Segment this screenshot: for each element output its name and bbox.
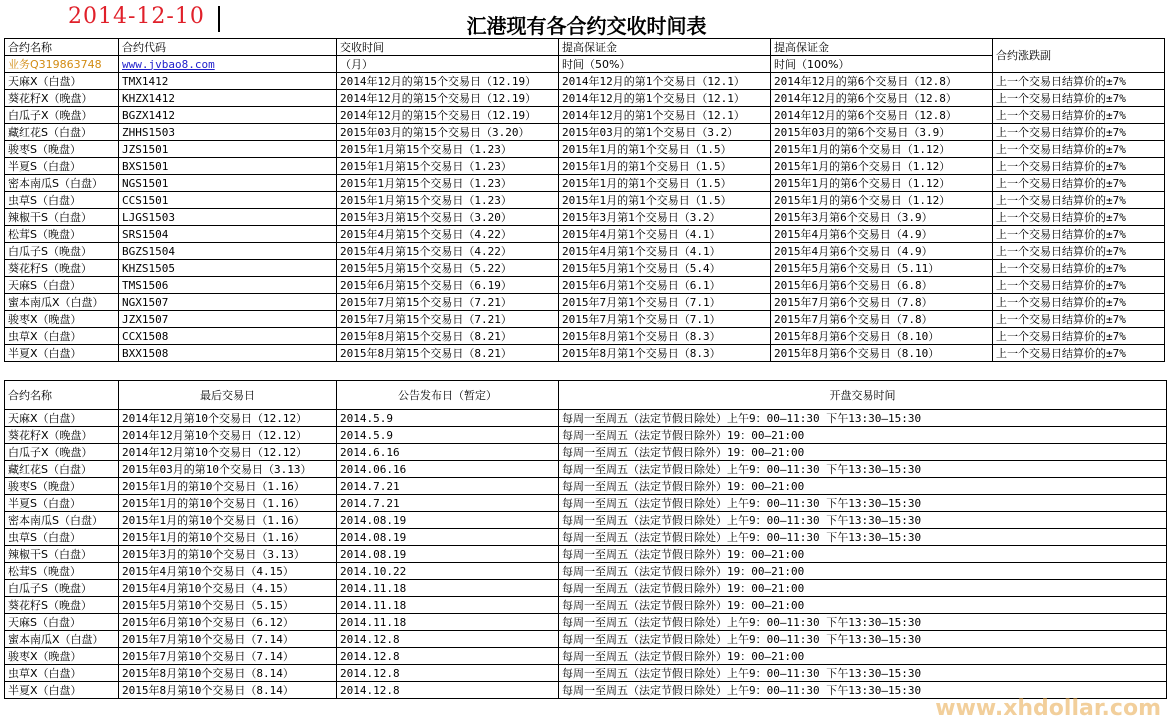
date-stamp: 2014-12-10 [68, 4, 205, 29]
settlement-time-cell: 2015年7月第15个交易日（7.21） [337, 311, 559, 328]
trading-hours-cell: 每周一至周五（法定节假日除外）19：00—21:00 [559, 597, 1167, 614]
contract-name-cell: 葵花籽X（晚盘） [5, 90, 119, 107]
margin-100-cell: 2015年8月第6个交易日（8.10） [771, 328, 993, 345]
trading-hours-cell: 每周一至周五（法定节假日除处）上午9：00—11:30 下午13:30—15:30 [559, 631, 1167, 648]
settlement-time-cell: 2015年1月第15个交易日（1.23） [337, 141, 559, 158]
table-row [5, 563, 1167, 580]
margin-50-cell: 2014年12月的第1个交易日（12.1） [559, 73, 771, 90]
announcement-date-cell: 2014.5.9 [337, 410, 559, 427]
last-trading-day-cell: 2015年1月的第10个交易日（1.16） [119, 529, 337, 546]
margin-100-cell: 2015年4月第6个交易日（4.9） [771, 226, 993, 243]
settlement-time-cell: 2015年5月第15个交易日（5.22） [337, 260, 559, 277]
contract-code-cell: TMX1412 [119, 73, 337, 90]
website-link[interactable]: www.jvbao8.com [119, 56, 337, 73]
table-row [5, 226, 1165, 243]
header-contract-name: 合约名称 [5, 381, 119, 410]
settlement-time-cell: 2014年12月的第15个交易日（12.19） [337, 107, 559, 124]
trading-hours-cell: 每周一至周五（法定节假日除外）19：00—21:00 [559, 580, 1167, 597]
price-limit-cell: 上一个交易日结算价的±7% [993, 226, 1165, 243]
announcement-date-cell: 2014.11.18 [337, 597, 559, 614]
table-row [5, 124, 1165, 141]
announcement-date-cell: 2014.7.21 [337, 495, 559, 512]
margin-50-cell: 2015年7月第1个交易日（7.1） [559, 294, 771, 311]
contract-code-cell: CCS1501 [119, 192, 337, 209]
announcement-date-cell: 2014.06.16 [337, 461, 559, 478]
margin-50-cell: 2014年12月的第1个交易日（12.1） [559, 107, 771, 124]
announcement-date-cell: 2014.08.19 [337, 546, 559, 563]
table-row [5, 614, 1167, 631]
price-limit-cell: 上一个交易日结算价的±7% [993, 294, 1165, 311]
table-row [5, 461, 1167, 478]
margin-100-cell: 2015年1月的第6个交易日（1.12） [771, 192, 993, 209]
contract-name-cell: 蜜本南瓜X（白盘） [5, 294, 119, 311]
last-trading-day-cell: 2015年5月第10个交易日（5.15） [119, 597, 337, 614]
settlement-time-cell: 2015年6月第15个交易日（6.19） [337, 277, 559, 294]
table-row [5, 665, 1167, 682]
contract-name-cell: 虫草S（白盘） [5, 529, 119, 546]
contract-name-cell: 葵花籽S（晚盘） [5, 597, 119, 614]
price-limit-cell: 上一个交易日结算价的±7% [993, 107, 1165, 124]
trading-hours-cell: 每周一至周五（法定节假日除外）19：00—21:00 [559, 478, 1167, 495]
contract-name-cell: 葵花籽X（晚盘） [5, 427, 119, 444]
contract-name-cell: 虫草X（白盘） [5, 328, 119, 345]
margin-50-cell: 2015年03月的第1个交易日（3.2） [559, 124, 771, 141]
contract-code-cell: NGX1507 [119, 294, 337, 311]
contract-name-cell: 半夏X（白盘） [5, 682, 119, 699]
margin-100-cell: 2015年5月第6个交易日（5.11） [771, 260, 993, 277]
margin-100-cell: 2015年1月的第6个交易日（1.12） [771, 141, 993, 158]
contract-name-cell: 虫草S（白盘） [5, 192, 119, 209]
last-trading-day-cell: 2015年7月第10个交易日（7.14） [119, 631, 337, 648]
contract-code-cell: TMS1506 [119, 277, 337, 294]
settlement-time-cell: 2015年1月第15个交易日（1.23） [337, 175, 559, 192]
contract-code-cell: SRS1504 [119, 226, 337, 243]
price-limit-cell: 上一个交易日结算价的±7% [993, 158, 1165, 175]
table-row [5, 328, 1165, 345]
contract-name-cell: 骏枣X（晚盘） [5, 648, 119, 665]
last-trading-day-cell: 2014年12月第10个交易日（12.12） [119, 410, 337, 427]
contract-name-cell: 骏枣S（晚盘） [5, 478, 119, 495]
settlement-schedule-table [4, 38, 1165, 362]
last-trading-day-cell: 2015年4月第10个交易日（4.15） [119, 580, 337, 597]
announcement-date-cell: 2014.08.19 [337, 512, 559, 529]
price-limit-cell: 上一个交易日结算价的±7% [993, 73, 1165, 90]
announcement-date-cell: 2014.11.18 [337, 580, 559, 597]
table-row [5, 243, 1165, 260]
table-row [5, 495, 1167, 512]
last-trading-day-cell: 2015年8月第10个交易日（8.14） [119, 682, 337, 699]
page-title: 汇港现有各合约交收时间表 [466, 14, 707, 38]
contract-code-cell: BGZS1504 [119, 243, 337, 260]
contract-code-cell: CCX1508 [119, 328, 337, 345]
contract-name-cell: 白瓜子S（晚盘） [5, 243, 119, 260]
table-row [5, 529, 1167, 546]
margin-50-cell: 2015年7月第1个交易日（7.1） [559, 311, 771, 328]
announcement-date-cell: 2014.6.16 [337, 444, 559, 461]
table-row [5, 478, 1167, 495]
table-header-row [5, 381, 1167, 410]
contract-name-cell: 辣椒干S（白盘） [5, 546, 119, 563]
contract-code-cell: JZS1501 [119, 141, 337, 158]
trading-hours-cell: 每周一至周五（法定节假日除外）19：00—21:00 [559, 444, 1167, 461]
trading-hours-cell: 每周一至周五（法定节假日除处）上午9：00—11:30 下午13:30—15:30 [559, 529, 1167, 546]
contract-name-cell: 蜜本南瓜X（白盘） [5, 631, 119, 648]
header-contract-name: 合约名称 [5, 39, 119, 56]
price-limit-cell: 上一个交易日结算价的±7% [993, 209, 1165, 226]
margin-50-cell: 2015年5月第1个交易日（5.4） [559, 260, 771, 277]
contract-code-cell: BXS1501 [119, 158, 337, 175]
price-limit-cell: 上一个交易日结算价的±7% [993, 260, 1165, 277]
contract-name-cell: 半夏S（白盘） [5, 158, 119, 175]
settlement-time-cell: 2015年3月第15个交易日（3.20） [337, 209, 559, 226]
subheader-month: （月） [337, 56, 559, 73]
contract-code-cell: ZHHS1503 [119, 124, 337, 141]
announcement-date-cell: 2014.12.8 [337, 631, 559, 648]
price-limit-cell: 上一个交易日结算价的±7% [993, 243, 1165, 260]
contract-name-cell: 天麻X（白盘） [5, 73, 119, 90]
margin-50-cell: 2015年1月的第1个交易日（1.5） [559, 175, 771, 192]
contract-name-cell: 骏枣X（晚盘） [5, 311, 119, 328]
settlement-time-cell: 2014年12月的第15个交易日（12.19） [337, 73, 559, 90]
contract-name-cell: 骏枣S（晚盘） [5, 141, 119, 158]
trading-hours-table [4, 380, 1167, 699]
margin-100-cell: 2014年12月的第6个交易日（12.8） [771, 73, 993, 90]
announcement-date-cell: 2014.10.22 [337, 563, 559, 580]
last-trading-day-cell: 2015年3月的第10个交易日（3.13） [119, 546, 337, 563]
price-limit-cell: 上一个交易日结算价的±7% [993, 175, 1165, 192]
contract-name-cell: 白瓜子X（晚盘） [5, 107, 119, 124]
table-row [5, 580, 1167, 597]
trading-hours-cell: 每周一至周五（法定节假日除外）19：00—21:00 [559, 648, 1167, 665]
last-trading-day-cell: 2015年6月第10个交易日（6.12） [119, 614, 337, 631]
contract-name-cell: 天麻S（白盘） [5, 277, 119, 294]
table-row [5, 427, 1167, 444]
margin-50-cell: 2015年4月第1个交易日（4.1） [559, 243, 771, 260]
contract-name-cell: 密本南瓜S（白盘） [5, 512, 119, 529]
last-trading-day-cell: 2015年7月第10个交易日（7.14） [119, 648, 337, 665]
table-row [5, 209, 1165, 226]
table-row [5, 73, 1165, 90]
table-row [5, 277, 1165, 294]
announcement-date-cell: 2014.08.19 [337, 529, 559, 546]
contract-name-cell: 天麻X（白盘） [5, 410, 119, 427]
trading-hours-cell: 每周一至周五（法定节假日除处）上午9：00—11:30 下午13:30—15:30 [559, 682, 1167, 699]
margin-50-cell: 2014年12月的第1个交易日（12.1） [559, 90, 771, 107]
header-settlement-time: 交收时间 [337, 39, 559, 56]
table-row [5, 648, 1167, 665]
price-limit-cell: 上一个交易日结算价的±7% [993, 90, 1165, 107]
contract-code-cell: NGS1501 [119, 175, 337, 192]
margin-50-cell: 2015年8月第1个交易日（8.3） [559, 328, 771, 345]
price-limit-cell: 上一个交易日结算价的±7% [993, 345, 1165, 362]
table-row [5, 294, 1165, 311]
margin-100-cell: 2015年7月第6个交易日（7.8） [771, 311, 993, 328]
table-row [5, 141, 1165, 158]
last-trading-day-cell: 2015年1月的第10个交易日（1.16） [119, 495, 337, 512]
table-row [5, 546, 1167, 563]
header-margin-50: 提高保证金 [559, 39, 771, 56]
trading-hours-cell: 每周一至周五（法定节假日除处）上午9：00—11:30 下午13:30—15:30 [559, 512, 1167, 529]
margin-50-cell: 2015年3月第1个交易日（3.2） [559, 209, 771, 226]
contract-name-cell: 白瓜子S（晚盘） [5, 580, 119, 597]
table-row [5, 631, 1167, 648]
trading-hours-cell: 每周一至周五（法定节假日除外）19：00—21:00 [559, 427, 1167, 444]
table-subheader-row [5, 56, 1165, 73]
header-margin-100: 提高保证金 [771, 39, 993, 56]
table-row [5, 444, 1167, 461]
contract-name-cell: 白瓜子X（晚盘） [5, 444, 119, 461]
contract-code-cell: JZX1507 [119, 311, 337, 328]
last-trading-day-cell: 2015年1月的第10个交易日（1.16） [119, 478, 337, 495]
settlement-time-cell: 2015年1月第15个交易日（1.23） [337, 192, 559, 209]
settlement-time-cell: 2015年4月第15个交易日（4.22） [337, 243, 559, 260]
settlement-time-cell: 2015年8月第15个交易日（8.21） [337, 328, 559, 345]
margin-100-cell: 2015年4月第6个交易日（4.9） [771, 243, 993, 260]
last-trading-day-cell: 2014年12月第10个交易日（12.12） [119, 444, 337, 461]
margin-100-cell: 2014年12月的第6个交易日（12.8） [771, 107, 993, 124]
header-trading-hours: 开盘交易时间 [559, 381, 1167, 410]
margin-50-cell: 2015年8月第1个交易日（8.3） [559, 345, 771, 362]
settlement-time-cell: 2015年1月第15个交易日（1.23） [337, 158, 559, 175]
header-last-trading-day: 最后交易日 [119, 381, 337, 410]
margin-100-cell: 2015年3月第6个交易日（3.9） [771, 209, 993, 226]
contact-qq: 业务Q319863748 [5, 56, 119, 73]
table-row [5, 192, 1165, 209]
table-row [5, 345, 1165, 362]
table-row [5, 158, 1165, 175]
settlement-time-cell: 2015年4月第15个交易日（4.22） [337, 226, 559, 243]
price-limit-cell: 上一个交易日结算价的±7% [993, 277, 1165, 294]
header-contract-code: 合约代码 [119, 39, 337, 56]
announcement-date-cell: 2014.7.21 [337, 478, 559, 495]
subheader-time-100: 时间（100%） [771, 56, 993, 73]
contract-code-cell: BXX1508 [119, 345, 337, 362]
settlement-time-cell: 2014年12月的第15个交易日（12.19） [337, 90, 559, 107]
announcement-date-cell: 2014.11.18 [337, 614, 559, 631]
trading-hours-cell: 每周一至周五（法定节假日除处）上午9：00—11:30 下午13:30—15:30 [559, 461, 1167, 478]
contract-name-cell: 虫草X（白盘） [5, 665, 119, 682]
table-row [5, 597, 1167, 614]
last-trading-day-cell: 2015年03月的第10个交易日（3.13） [119, 461, 337, 478]
last-trading-day-cell: 2015年4月第10个交易日（4.15） [119, 563, 337, 580]
table-row [5, 175, 1165, 192]
contract-code-cell: LJGS1503 [119, 209, 337, 226]
contract-name-cell: 松茸S（晚盘） [5, 226, 119, 243]
contract-name-cell: 藏红花S（白盘） [5, 461, 119, 478]
price-limit-cell: 上一个交易日结算价的±7% [993, 124, 1165, 141]
margin-100-cell: 2015年7月第6个交易日（7.8） [771, 294, 993, 311]
settlement-time-cell: 2015年7月第15个交易日（7.21） [337, 294, 559, 311]
contract-name-cell: 天麻S（白盘） [5, 614, 119, 631]
table-header-row [5, 39, 1165, 56]
contract-name-cell: 半夏X（白盘） [5, 345, 119, 362]
trading-hours-cell: 每周一至周五（法定节假日除处）上午9：00—11:30 下午13:30—15:30 [559, 614, 1167, 631]
trading-hours-cell: 每周一至周五（法定节假日除外）19：00—21:00 [559, 563, 1167, 580]
table-row [5, 260, 1165, 277]
contract-name-cell: 密本南瓜S（白盘） [5, 175, 119, 192]
subheader-time-50: 时间（50%） [559, 56, 771, 73]
announcement-date-cell: 2014.5.9 [337, 427, 559, 444]
margin-50-cell: 2015年4月第1个交易日（4.1） [559, 226, 771, 243]
settlement-time-cell: 2015年03月的第15个交易日（3.20） [337, 124, 559, 141]
contract-name-cell: 藏红花S（白盘） [5, 124, 119, 141]
margin-50-cell: 2015年1月的第1个交易日（1.5） [559, 141, 771, 158]
contract-code-cell: KHZX1412 [119, 90, 337, 107]
contract-code-cell: BGZX1412 [119, 107, 337, 124]
contract-name-cell: 辣椒干S（白盘） [5, 209, 119, 226]
trading-hours-cell: 每周一至周五（法定节假日除处）上午9：00—11:30 下午13:30—15:30 [559, 495, 1167, 512]
contract-name-cell: 松茸S（晚盘） [5, 563, 119, 580]
table-row [5, 107, 1165, 124]
watermark: www.xhdollar.com [935, 696, 1161, 721]
announcement-date-cell: 2014.12.8 [337, 665, 559, 682]
last-trading-day-cell: 2014年12月第10个交易日（12.12） [119, 427, 337, 444]
trading-hours-cell: 每周一至周五（法定节假日除处）上午9：00—11:30 下午13:30—15:30 [559, 410, 1167, 427]
margin-100-cell: 2015年6月第6个交易日（6.8） [771, 277, 993, 294]
price-limit-cell: 上一个交易日结算价的±7% [993, 328, 1165, 345]
table-row [5, 512, 1167, 529]
announcement-date-cell: 2014.12.8 [337, 682, 559, 699]
margin-50-cell: 2015年1月的第1个交易日（1.5） [559, 192, 771, 209]
contract-code-cell: KHZS1505 [119, 260, 337, 277]
settlement-time-cell: 2015年8月第15个交易日（8.21） [337, 345, 559, 362]
header-price-limit: 合约涨跌副 [993, 39, 1165, 73]
margin-50-cell: 2015年1月的第1个交易日（1.5） [559, 158, 771, 175]
last-trading-day-cell: 2015年8月第10个交易日（8.14） [119, 665, 337, 682]
contract-name-cell: 半夏S（白盘） [5, 495, 119, 512]
margin-100-cell: 2014年12月的第6个交易日（12.8） [771, 90, 993, 107]
last-trading-day-cell: 2015年1月的第10个交易日（1.16） [119, 512, 337, 529]
announcement-date-cell: 2014.12.8 [337, 648, 559, 665]
trading-hours-cell: 每周一至周五（法定节假日除外）19：00—21:00 [559, 546, 1167, 563]
header-announcement-date: 公告发布日（暂定） [337, 381, 559, 410]
trading-hours-cell: 每周一至周五（法定节假日除处）上午9：00—11:30 下午13:30—15:30 [559, 665, 1167, 682]
price-limit-cell: 上一个交易日结算价的±7% [993, 141, 1165, 158]
table-row [5, 311, 1165, 328]
price-limit-cell: 上一个交易日结算价的±7% [993, 311, 1165, 328]
margin-100-cell: 2015年03月的第6个交易日（3.9） [771, 124, 993, 141]
contract-name-cell: 葵花籽S（晚盘） [5, 260, 119, 277]
margin-100-cell: 2015年8月第6个交易日（8.10） [771, 345, 993, 362]
margin-50-cell: 2015年6月第1个交易日（6.1） [559, 277, 771, 294]
table-row [5, 410, 1167, 427]
price-limit-cell: 上一个交易日结算价的±7% [993, 192, 1165, 209]
margin-100-cell: 2015年1月的第6个交易日（1.12） [771, 175, 993, 192]
margin-100-cell: 2015年1月的第6个交易日（1.12） [771, 158, 993, 175]
table-row [5, 90, 1165, 107]
